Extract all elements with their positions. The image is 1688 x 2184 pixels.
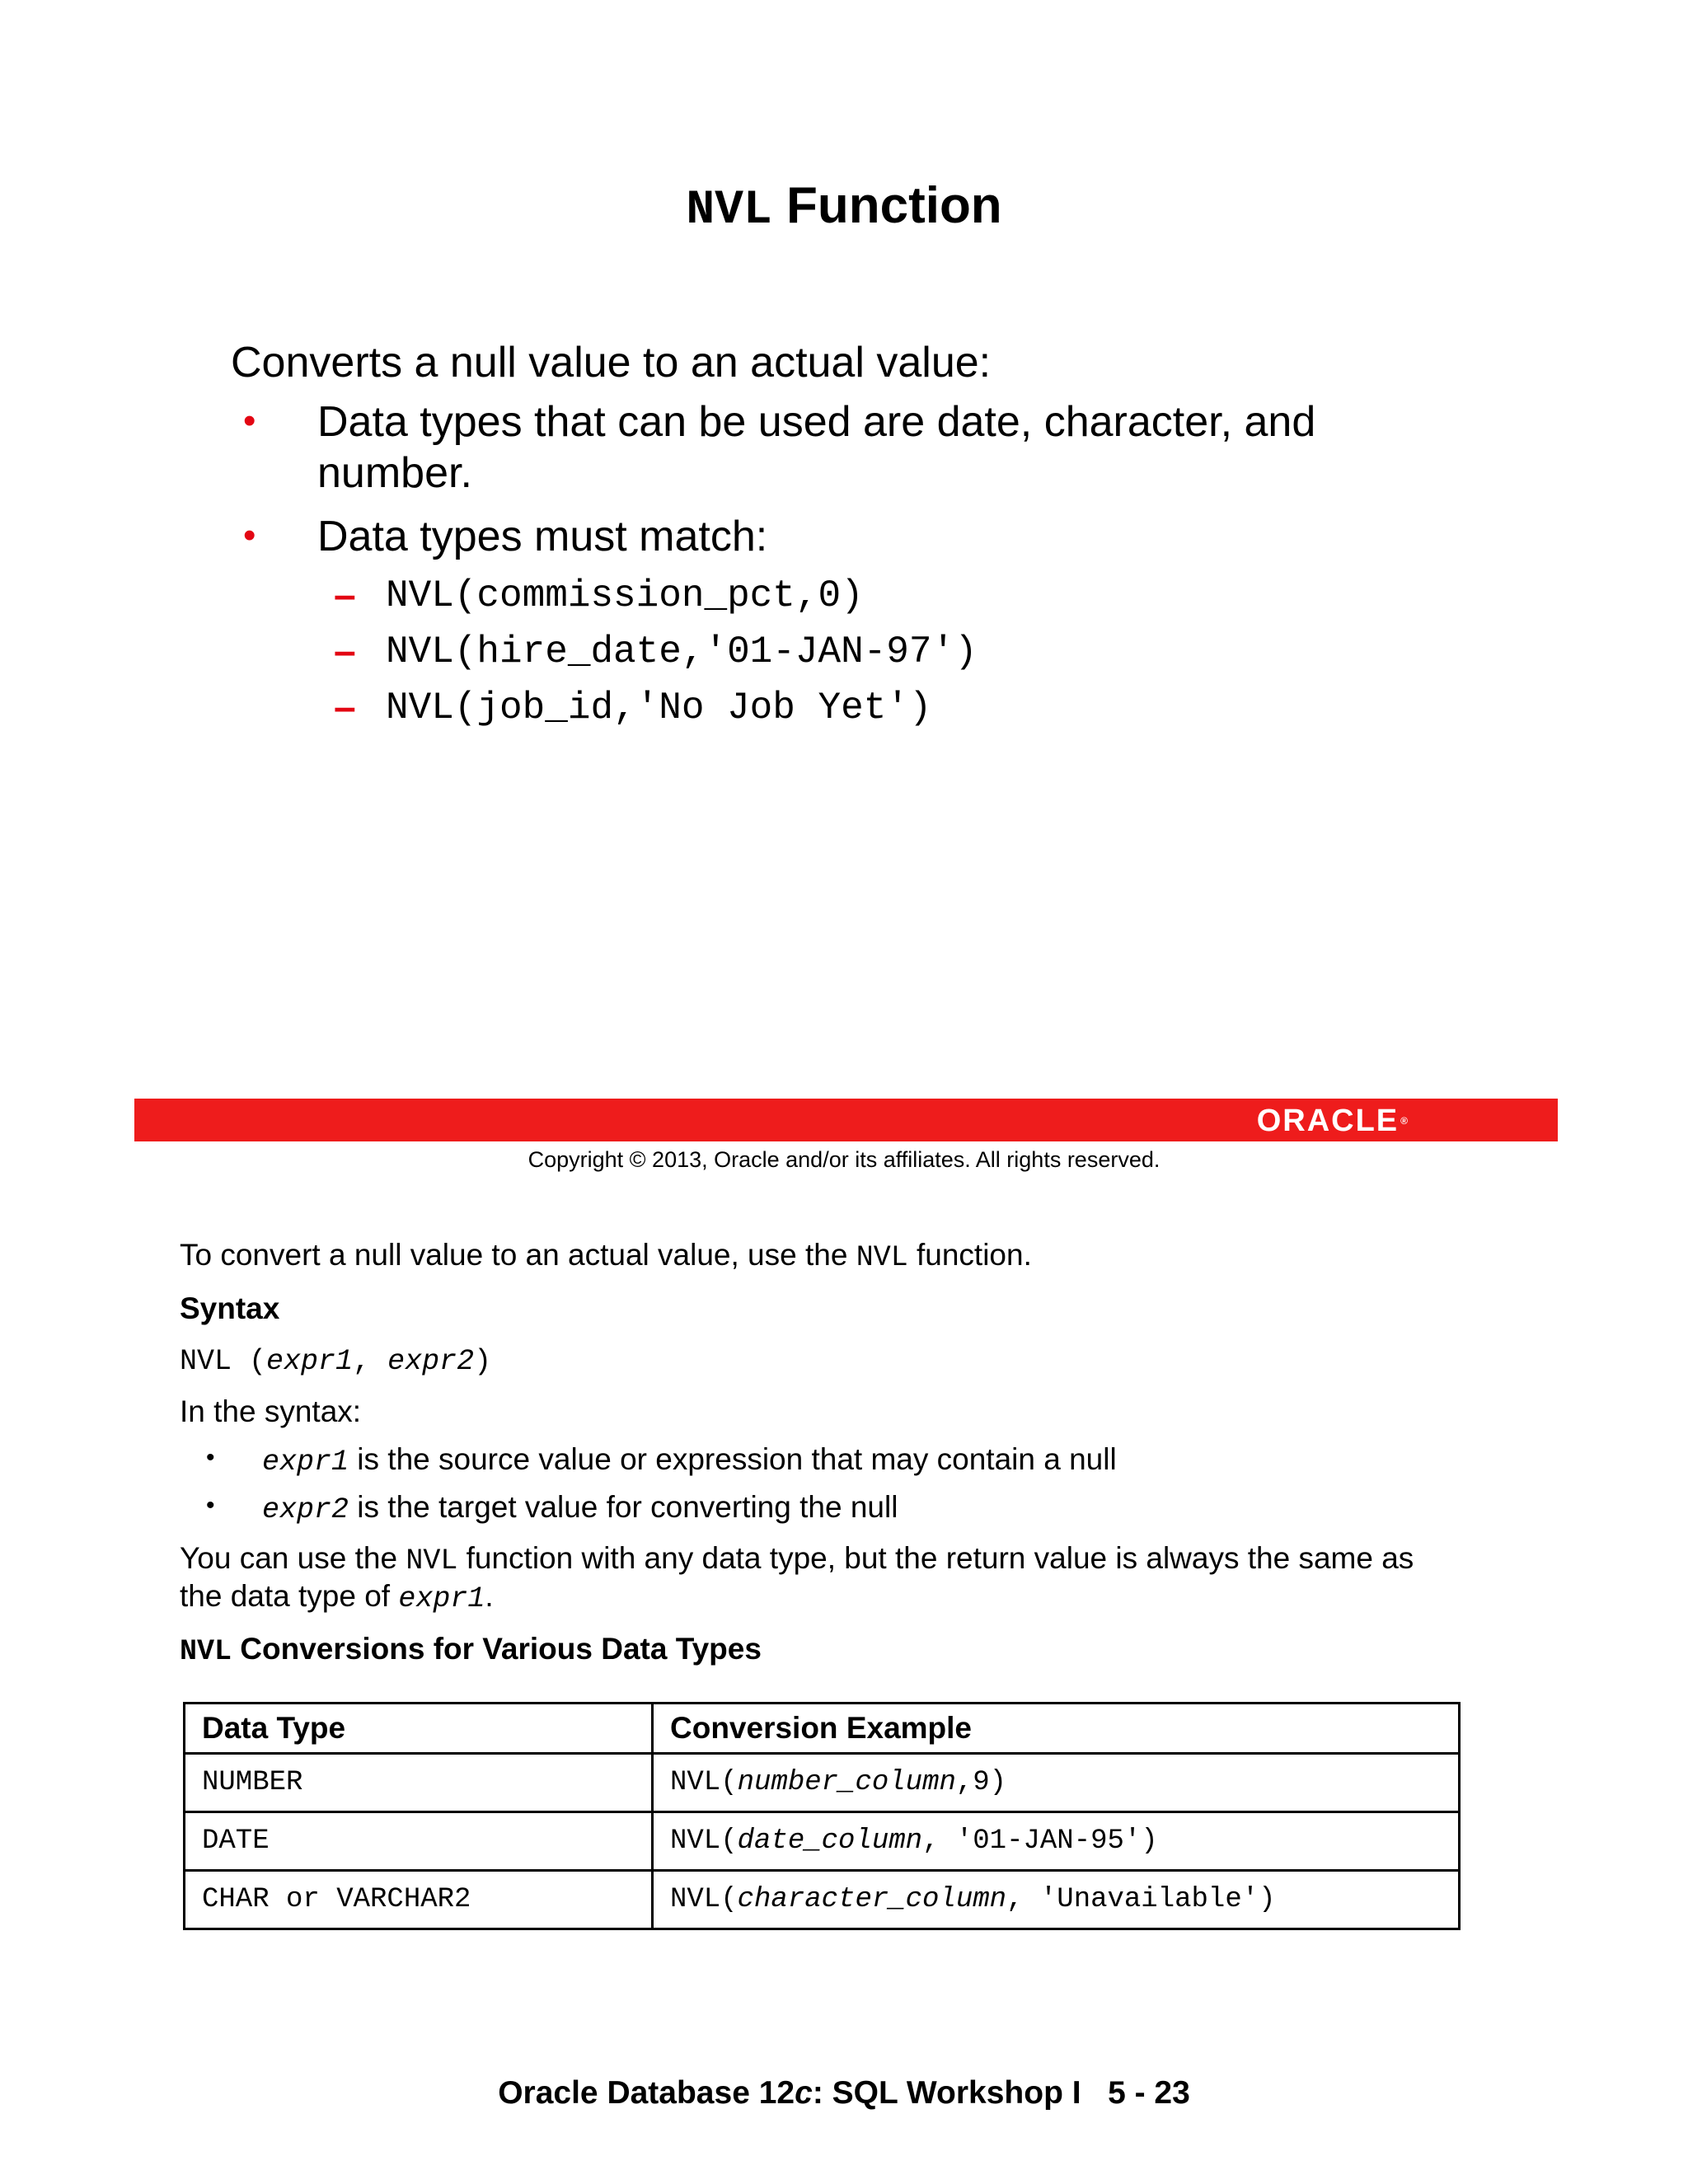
- para-text: .: [485, 1579, 494, 1613]
- syntax-item-2: [262, 1488, 898, 1529]
- bullet-icon: •: [206, 1444, 215, 1471]
- para-code: expr1: [398, 1582, 485, 1615]
- slide-title: [0, 173, 1688, 244]
- syntax-sep: ,: [353, 1345, 388, 1378]
- oracle-logo: [1257, 1104, 1409, 1137]
- cell-arg: character_column: [737, 1884, 1007, 1915]
- syntax-fn: NVL (: [180, 1345, 267, 1378]
- brand-bar: [134, 1099, 1558, 1141]
- cell-arg: number_column: [737, 1767, 956, 1798]
- table-header-row: [185, 1704, 1460, 1754]
- title-text: Function: [785, 177, 1002, 234]
- conversion-cell: [653, 1871, 1460, 1929]
- notes-intro: [180, 1236, 1032, 1277]
- lead-text: Converts a null value to an actual value:: [231, 339, 992, 387]
- cell-rest: , 'Unavailable'): [1006, 1884, 1276, 1915]
- item-1-text: is the source value or expression that may contain a null: [349, 1442, 1117, 1476]
- code-example-2: NVL(hire_date,'01-JAN-97'): [386, 630, 978, 673]
- table-heading-text: Conversions for Various Data Types: [232, 1632, 762, 1666]
- syntax-item-1: [262, 1441, 1117, 1481]
- dash-icon: –: [334, 630, 356, 673]
- para-code: NVL: [406, 1544, 458, 1577]
- bullet-icon: •: [206, 1492, 215, 1519]
- table-heading-code: NVL: [180, 1635, 232, 1668]
- bullet-1-line-2: number.: [317, 449, 472, 497]
- intro-text: To convert a null value to an actual value, use the: [180, 1238, 856, 1272]
- copyright: Copyright © 2013, Oracle and/or its affiliates. All rights reserved.: [528, 1147, 1160, 1172]
- footer-prefix: Oracle Database 12: [498, 2075, 795, 2111]
- conversion-cell: [653, 1812, 1460, 1871]
- cell-fn: NVL(: [670, 1825, 738, 1857]
- oracle-logo-text: ORACLE: [1256, 1104, 1400, 1138]
- cell-rest: , '01-JAN-95'): [922, 1825, 1158, 1857]
- code-example-3: NVL(job_id,'No Job Yet'): [386, 687, 932, 729]
- data-type-cell: CHAR or VARCHAR2: [185, 1871, 653, 1929]
- syntax-arg1: expr1: [266, 1345, 354, 1378]
- cell-fn: NVL(: [670, 1767, 738, 1798]
- para-text: the data type of: [180, 1579, 399, 1613]
- item-1-code: expr1: [262, 1446, 349, 1479]
- cell-rest: ,9): [955, 1767, 1007, 1798]
- syntax-line: [180, 1340, 491, 1380]
- intro-text-end: function.: [907, 1238, 1032, 1272]
- bullet-2-line-1: Data types must match:: [317, 513, 768, 560]
- cell-arg: date_column: [737, 1825, 923, 1857]
- syntax-heading: Syntax: [180, 1291, 280, 1325]
- in-syntax-label: In the syntax:: [180, 1394, 362, 1428]
- conversion-cell: [653, 1754, 1460, 1812]
- item-2-code: expr2: [262, 1493, 349, 1526]
- data-type-cell: NUMBER: [185, 1754, 653, 1812]
- syntax-close: ): [474, 1345, 492, 1378]
- bullet-icon: •: [243, 515, 256, 555]
- data-type-cell: DATE: [185, 1812, 653, 1871]
- bullet-icon: •: [243, 401, 256, 441]
- footer-italic: c: [795, 2075, 813, 2111]
- page-footer: [0, 2073, 1688, 2114]
- return-type-para-line-2: [180, 1577, 494, 1618]
- registered-mark: ®: [1400, 1115, 1409, 1127]
- para-text: function with any data type, but the return value is always the same as: [457, 1541, 1414, 1575]
- para-text: You can use the: [180, 1541, 406, 1575]
- syntax-arg2: expr2: [387, 1345, 475, 1378]
- footer-suffix: : SQL Workshop I 5 - 23: [812, 2075, 1190, 2111]
- column-header: Data Type: [185, 1704, 653, 1754]
- cell-fn: NVL(: [670, 1884, 738, 1915]
- dash-icon: –: [334, 686, 356, 729]
- code-example-1: NVL(commission_pct,0): [386, 574, 864, 617]
- return-type-para-line-1: [180, 1540, 1414, 1580]
- table-row: [185, 1871, 1460, 1929]
- conversion-table: [183, 1702, 1461, 1930]
- item-2-text: is the target value for converting the null: [349, 1490, 898, 1524]
- dash-icon: –: [334, 574, 356, 617]
- table-row: [185, 1812, 1460, 1871]
- bullet-1-line-1: Data types that can be used are date, character, and: [317, 398, 1316, 446]
- intro-code: NVL: [856, 1241, 908, 1274]
- table-row: [185, 1754, 1460, 1812]
- table-heading: [180, 1630, 762, 1671]
- title-code: NVL: [686, 184, 772, 237]
- column-header: Conversion Example: [653, 1704, 1460, 1754]
